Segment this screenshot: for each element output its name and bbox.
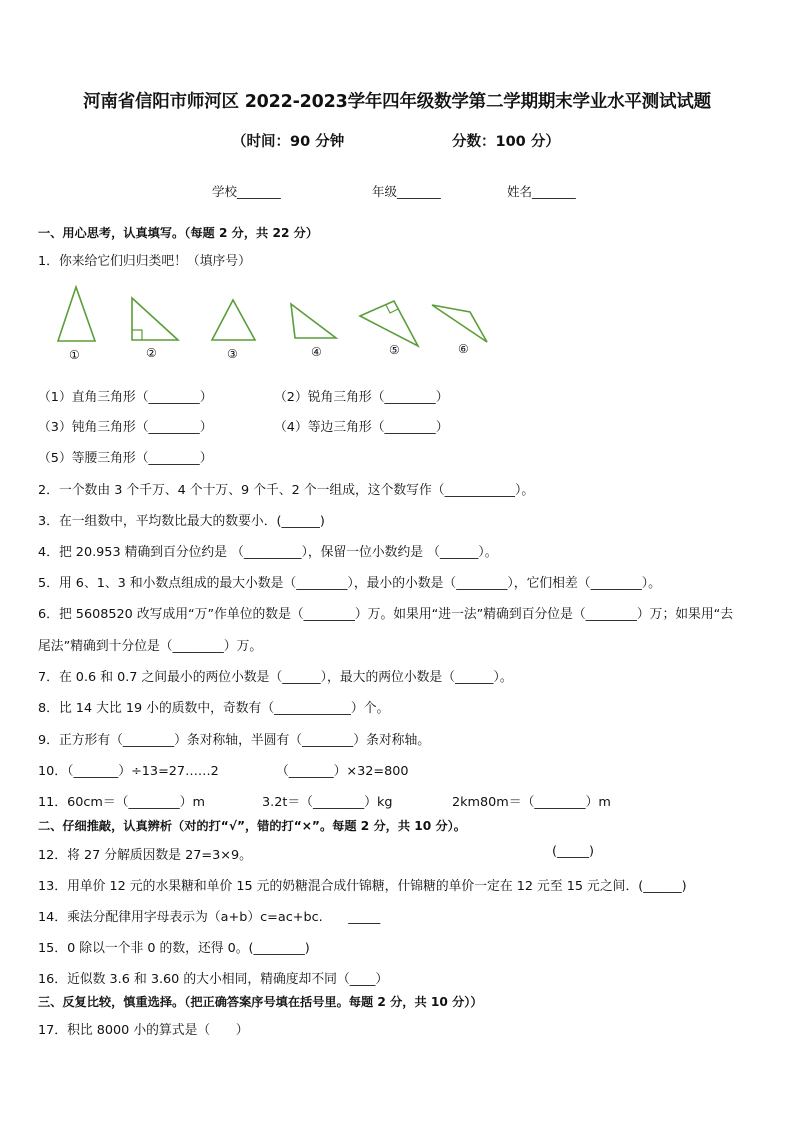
question-12: 12．将 27 分解质因数是 27=3×9。 bbox=[38, 848, 252, 863]
triangle-2 bbox=[132, 298, 178, 340]
school-field: 学校_______ bbox=[212, 184, 281, 199]
question-2: 2．一个数由 3 个千万、4 个十万、9 个千、2 个一组成，这个数写作（___________）。 bbox=[38, 483, 535, 498]
question-14: 14．乘法分配律用字母表示为（a+b）c=ac+bc. _____ bbox=[38, 910, 381, 925]
question-1-4: （4）等边三角形（________） bbox=[274, 420, 449, 435]
right-angle-mark-2 bbox=[132, 330, 142, 340]
figure-label-5: ⑤ bbox=[389, 343, 400, 357]
question-1-3: （3）钝角三角形（________） bbox=[38, 420, 213, 435]
question-11c: 2km80m＝（________）m bbox=[452, 795, 611, 810]
question-10a: 10．（_______）÷13=27……2 bbox=[38, 764, 219, 779]
question-9: 9．正方形有（________）条对称轴，半圆有（________）条对称轴。 bbox=[38, 733, 431, 748]
question-1-5: （5）等腰三角形（________） bbox=[38, 451, 213, 466]
figure-label-2: ② bbox=[146, 346, 157, 360]
question-1-1: （1）直角三角形（________） bbox=[38, 390, 213, 405]
section-2-heading: 二、仔细推敲，认真辨析（对的打“√”，错的打“×”。每题 2 分，共 10 分）。 bbox=[38, 819, 466, 833]
triangle-5 bbox=[360, 301, 418, 346]
triangle-1 bbox=[58, 287, 95, 341]
question-12-blank: (_____) bbox=[552, 844, 594, 859]
question-7: 7．在 0.6 和 0.7 之间最小的两位小数是（______），最大的两位小数是（______）。 bbox=[38, 670, 513, 685]
exam-time: （时间：90 分钟 bbox=[232, 134, 345, 150]
question-6-line-1: 6．把 5608520 改写成用“万”作单位的数是（________）万。如果用“进一法”精确到百分位是（________）万；如果用“去 bbox=[38, 607, 734, 622]
question-6-line-2: 尾法”精确到十分位是（________）万。 bbox=[38, 639, 263, 654]
question-11b: 3.2t＝（________）kg bbox=[262, 795, 393, 810]
triangle-4 bbox=[291, 304, 336, 338]
figure-label-1: ① bbox=[69, 348, 80, 362]
question-16: 16．近似数 3.6 和 3.60 的大小相同，精确度却不同（____） bbox=[38, 972, 389, 987]
figure-label-6: ⑥ bbox=[458, 342, 469, 356]
triangle-3 bbox=[212, 300, 255, 340]
page-title: 河南省信阳市师河区 2022-2023学年四年级数学第二学期期末学业水平测试试题 bbox=[83, 92, 711, 112]
figure-label-4: ④ bbox=[311, 345, 322, 359]
question-4: 4．把 20.953 精确到百分位约是 （_________），保留一位小数约是 （______）。 bbox=[38, 545, 498, 560]
question-8: 8．比 14 大比 19 小的质数中，奇数有（____________）个。 bbox=[38, 701, 390, 716]
question-10b: （_______）×32=800 bbox=[276, 764, 409, 779]
question-11a: 11．60cm＝（________）m bbox=[38, 795, 205, 810]
question-3: 3．在一组数中，平均数比最大的数要小．(______) bbox=[38, 514, 325, 529]
triangle-6 bbox=[432, 305, 487, 342]
question-15: 15．0 除以一个非 0 的数，还得 0。(________) bbox=[38, 941, 310, 956]
question-13: 13．用单价 12 元的水果糖和单价 15 元的奶糖混合成什锦糖，什锦糖的单价一定在 12 元至 15 元之间．(______) bbox=[38, 879, 687, 894]
grade-field: 年级_______ bbox=[372, 184, 441, 199]
name-field: 姓名_______ bbox=[507, 184, 576, 199]
figure-label-3: ③ bbox=[227, 347, 238, 361]
question-1: 1．你来给它们归归类吧！（填序号） bbox=[38, 254, 251, 269]
exam-score: 分数：100 分） bbox=[452, 134, 560, 150]
section-3-heading: 三、反复比较，慎重选择。（把正确答案序号填在括号里。每题 2 分，共 10 分）） bbox=[38, 995, 483, 1009]
question-1-2: （2）锐角三角形（________） bbox=[274, 390, 449, 405]
question-5: 5．用 6、1、3 和小数点组成的最大小数是（________），最小的小数是（________），它们相差（________）。 bbox=[38, 576, 661, 591]
section-1-heading: 一、用心思考，认真填写。（每题 2 分，共 22 分） bbox=[38, 226, 319, 240]
question-17: 17．积比 8000 小的算式是（ ） bbox=[38, 1023, 249, 1038]
